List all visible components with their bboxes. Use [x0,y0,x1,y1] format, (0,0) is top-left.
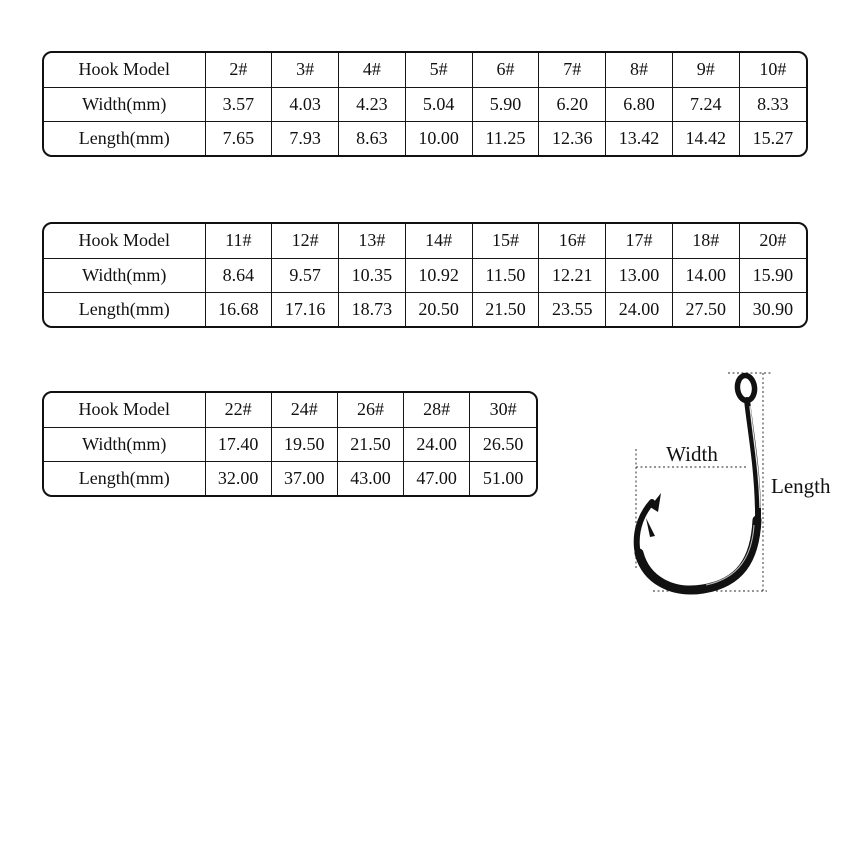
table-cell: 15.90 [739,258,806,292]
table-cell: 5.04 [405,87,472,121]
table-cell: 8.64 [205,258,272,292]
row-header-hook-model: Hook Model [44,53,205,87]
hook-diagram [600,350,850,630]
table-cell: 8.33 [739,87,806,121]
table-cell: 18# [672,224,739,258]
table-cell: 7# [539,53,606,87]
table-cell: 16.68 [205,292,272,326]
table-cell: 8.63 [339,121,406,155]
table-cell: 2# [205,53,272,87]
table-cell: 7.24 [672,87,739,121]
table-cell: 32.00 [205,461,271,495]
row-header-length: Length(mm) [44,292,205,326]
table-cell: 4.03 [272,87,339,121]
table-cell: 5.90 [472,87,539,121]
table-cell: 10.00 [405,121,472,155]
table-cell: 13# [339,224,406,258]
table-cell: 14# [405,224,472,258]
table-row [44,427,536,461]
table-cell: 14.42 [672,121,739,155]
table-row [44,53,806,87]
table-cell: 13.42 [606,121,673,155]
table-cell: 17# [606,224,673,258]
table-cell: 24# [271,393,337,427]
table-cell: 6# [472,53,539,87]
table-cell: 23.55 [539,292,606,326]
table-row [44,292,806,326]
spec-table-small-sizes [42,51,808,157]
table-cell: 5# [405,53,472,87]
table-cell: 12.36 [539,121,606,155]
row-header-hook-model: Hook Model [44,224,205,258]
table-cell: 17.40 [205,427,271,461]
table-cell: 24.00 [606,292,673,326]
table-cell: 3# [272,53,339,87]
hook-shank-and-bend [637,400,758,591]
row-header-length: Length(mm) [44,461,205,495]
table-cell: 14.00 [672,258,739,292]
hook-barb [646,518,655,537]
table-cell: 37.00 [271,461,337,495]
length-label: Length [771,474,831,498]
table-row [44,224,806,258]
table-cell: 4.23 [339,87,406,121]
table-cell: 20# [739,224,806,258]
table-cell: 9# [672,53,739,87]
spec-table-medium-sizes [42,222,808,328]
table-cell: 51.00 [482,467,524,488]
row-header-width: Width(mm) [44,427,205,461]
table-cell: 18.73 [339,292,406,326]
spec-table-large-sizes [42,391,538,497]
table-cell: 21.50 [337,427,403,461]
table-row [44,87,806,121]
table-cell: 13.00 [606,258,673,292]
table-cell: 6.20 [539,87,606,121]
table-cell: 30.90 [752,298,794,319]
table-cell: 9.57 [272,258,339,292]
table-cell: 47.00 [404,461,470,495]
table-cell: 4# [339,53,406,87]
table-cell: 27.50 [672,292,739,326]
table-row [44,121,806,155]
table-cell: 16# [539,224,606,258]
table-cell: 26.50 [470,427,536,461]
table-cell: 11.25 [472,121,539,155]
table-cell: 11# [205,224,272,258]
table-cell: 11.50 [472,258,539,292]
table-row [44,258,806,292]
width-label: Width [666,442,718,466]
table-cell: 12.21 [539,258,606,292]
fishing-hook-illustration [637,375,760,591]
table-cell: 10.35 [339,258,406,292]
table-cell: 6.80 [606,87,673,121]
table-cell: 8# [606,53,673,87]
table-cell: 43.00 [337,461,403,495]
table-cell: 20.50 [405,292,472,326]
row-header-width: Width(mm) [44,87,205,121]
table-cell: 17.16 [272,292,339,326]
table-cell: 10# [739,53,806,87]
hook-bend-thick [639,520,757,590]
table-cell: 10.92 [405,258,472,292]
table-row [44,461,536,495]
table-cell: 24.00 [404,427,470,461]
table-cell: 19.50 [271,427,337,461]
table-cell: 15# [472,224,539,258]
table-cell: 28# [404,393,470,427]
table-cell: 7.93 [272,121,339,155]
table-row [44,393,536,427]
row-header-width: Width(mm) [44,258,205,292]
table-cell: 15.27 [752,127,794,148]
table-cell: 3.57 [205,87,272,121]
table-cell: 22# [205,393,271,427]
row-header-length: Length(mm) [44,121,205,155]
table-cell: 30# [470,393,536,427]
table-cell: 21.50 [472,292,539,326]
table-cell: 7.65 [205,121,272,155]
table-cell: 12# [272,224,339,258]
table-cell: 26# [337,393,403,427]
row-header-hook-model: Hook Model [44,393,205,427]
